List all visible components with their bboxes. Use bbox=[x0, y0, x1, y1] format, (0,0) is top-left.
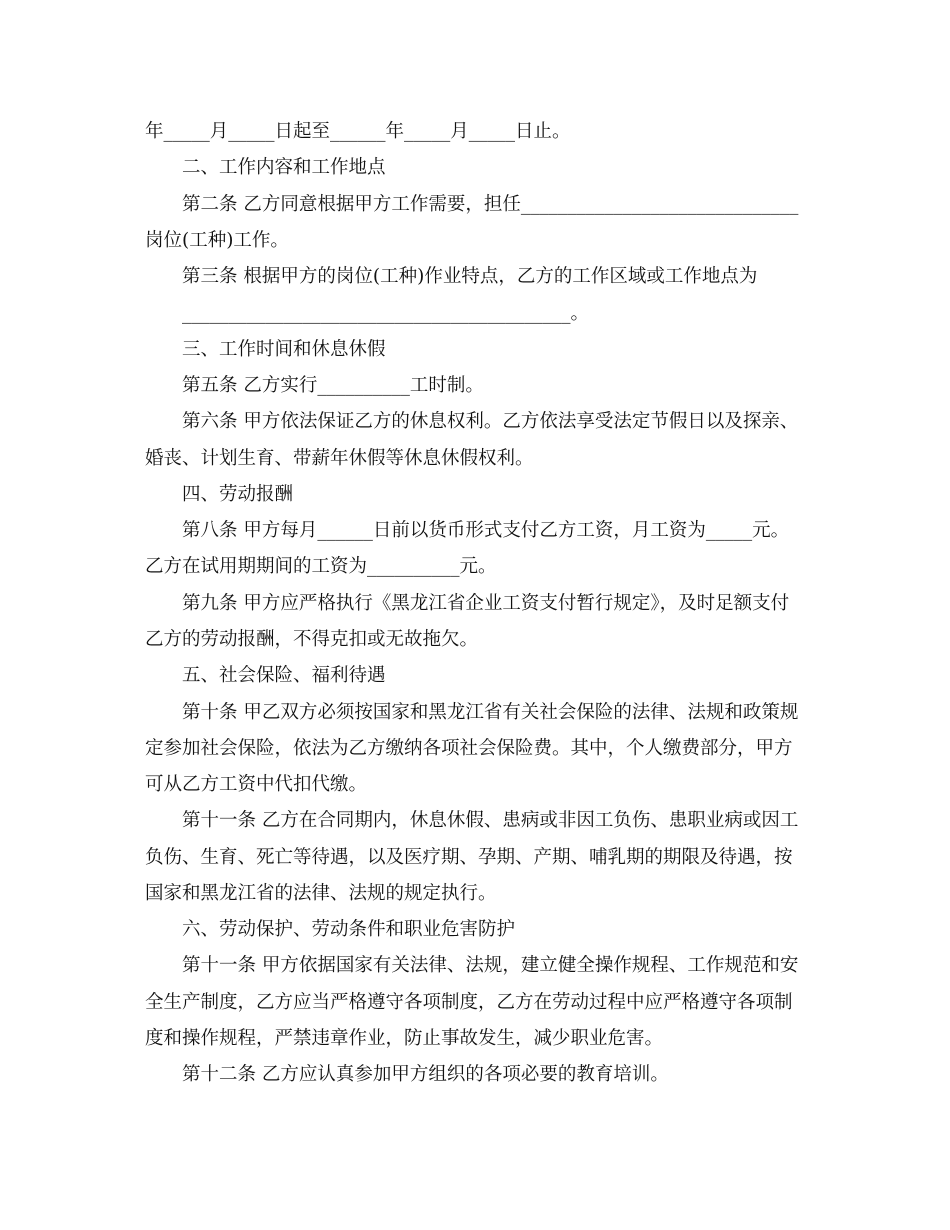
section-heading: 二、工作内容和工作地点 bbox=[182, 157, 386, 178]
text-line: 可从乙方工资中代扣代缴。 bbox=[145, 774, 368, 795]
text-line: 第八条 甲方每月______日前以货币形式支付乙方工资，月工资为_____元。 bbox=[182, 520, 790, 541]
text-line: 全生产制度，乙方应当严格遵守各项制度，乙方在劳动过程中应严格遵守各项制 bbox=[145, 992, 793, 1013]
text-line: 第二条 乙方同意根据甲方工作需要，担任______________________________ bbox=[182, 194, 799, 215]
text-line: 定参加社会保险，依法为乙方缴纳各项社会保险费。其中，个人缴费部分，甲方 bbox=[145, 738, 793, 759]
text-line: 第十二条 乙方应认真参加甲方组织的各项必要的教育培训。 bbox=[182, 1064, 669, 1085]
text-line: 婚丧、计划生育、带薪年休假等休息休假权利。 bbox=[145, 448, 534, 469]
text-line: __________________________________________。 bbox=[182, 303, 590, 324]
text-line: 第六条 甲方依法保证乙方的休息权利。乙方依法享受法定节假日以及探亲、 bbox=[182, 411, 799, 432]
text-line: 第十一条 乙方在合同期内，休息休假、患病或非因工负伤、患职业病或因工 bbox=[182, 810, 799, 831]
text-line: 第五条 乙方实行__________工时制。 bbox=[182, 375, 484, 396]
text-line: 年_____月_____日起至______年_____月_____日止。 bbox=[145, 121, 571, 142]
text-line: 度和操作规程，严禁违章作业，防止事故发生，减少职业危害。 bbox=[145, 1028, 664, 1049]
text-line: 国家和黑龙江省的法律、法规的规定执行。 bbox=[145, 883, 497, 904]
text-line: 岗位(工种)工作。 bbox=[145, 230, 289, 251]
text-line: 负伤、生育、死亡等待遇，以及医疗期、孕期、产期、哺乳期的期限及待遇，按 bbox=[145, 847, 793, 868]
text-line: 第九条 甲方应严格执行《黑龙江省企业工资支付暂行规定》，及时足额支付 bbox=[182, 593, 790, 614]
section-heading: 五、社会保险、福利待遇 bbox=[182, 665, 386, 686]
section-heading: 三、工作时间和休息休假 bbox=[182, 339, 386, 360]
text-line: 第三条 根据甲方的岗位(工种)作业特点，乙方的工作区域或工作地点为 bbox=[182, 266, 758, 287]
text-line: 乙方在试用期期间的工资为__________元。 bbox=[145, 556, 497, 577]
section-heading: 四、劳动报酬 bbox=[182, 484, 294, 505]
text-line: 第十条 甲乙双方必须按国家和黑龙江省有关社会保险的法律、法规和政策规 bbox=[182, 702, 799, 723]
text-line: 第十一条 甲方依据国家有关法律、法规，建立健全操作规程、工作规范和安 bbox=[182, 955, 799, 976]
section-heading: 六、劳动保护、劳动条件和职业危害防护 bbox=[182, 919, 516, 940]
text-line: 乙方的劳动报酬，不得克扣或无故拖欠。 bbox=[145, 629, 479, 650]
